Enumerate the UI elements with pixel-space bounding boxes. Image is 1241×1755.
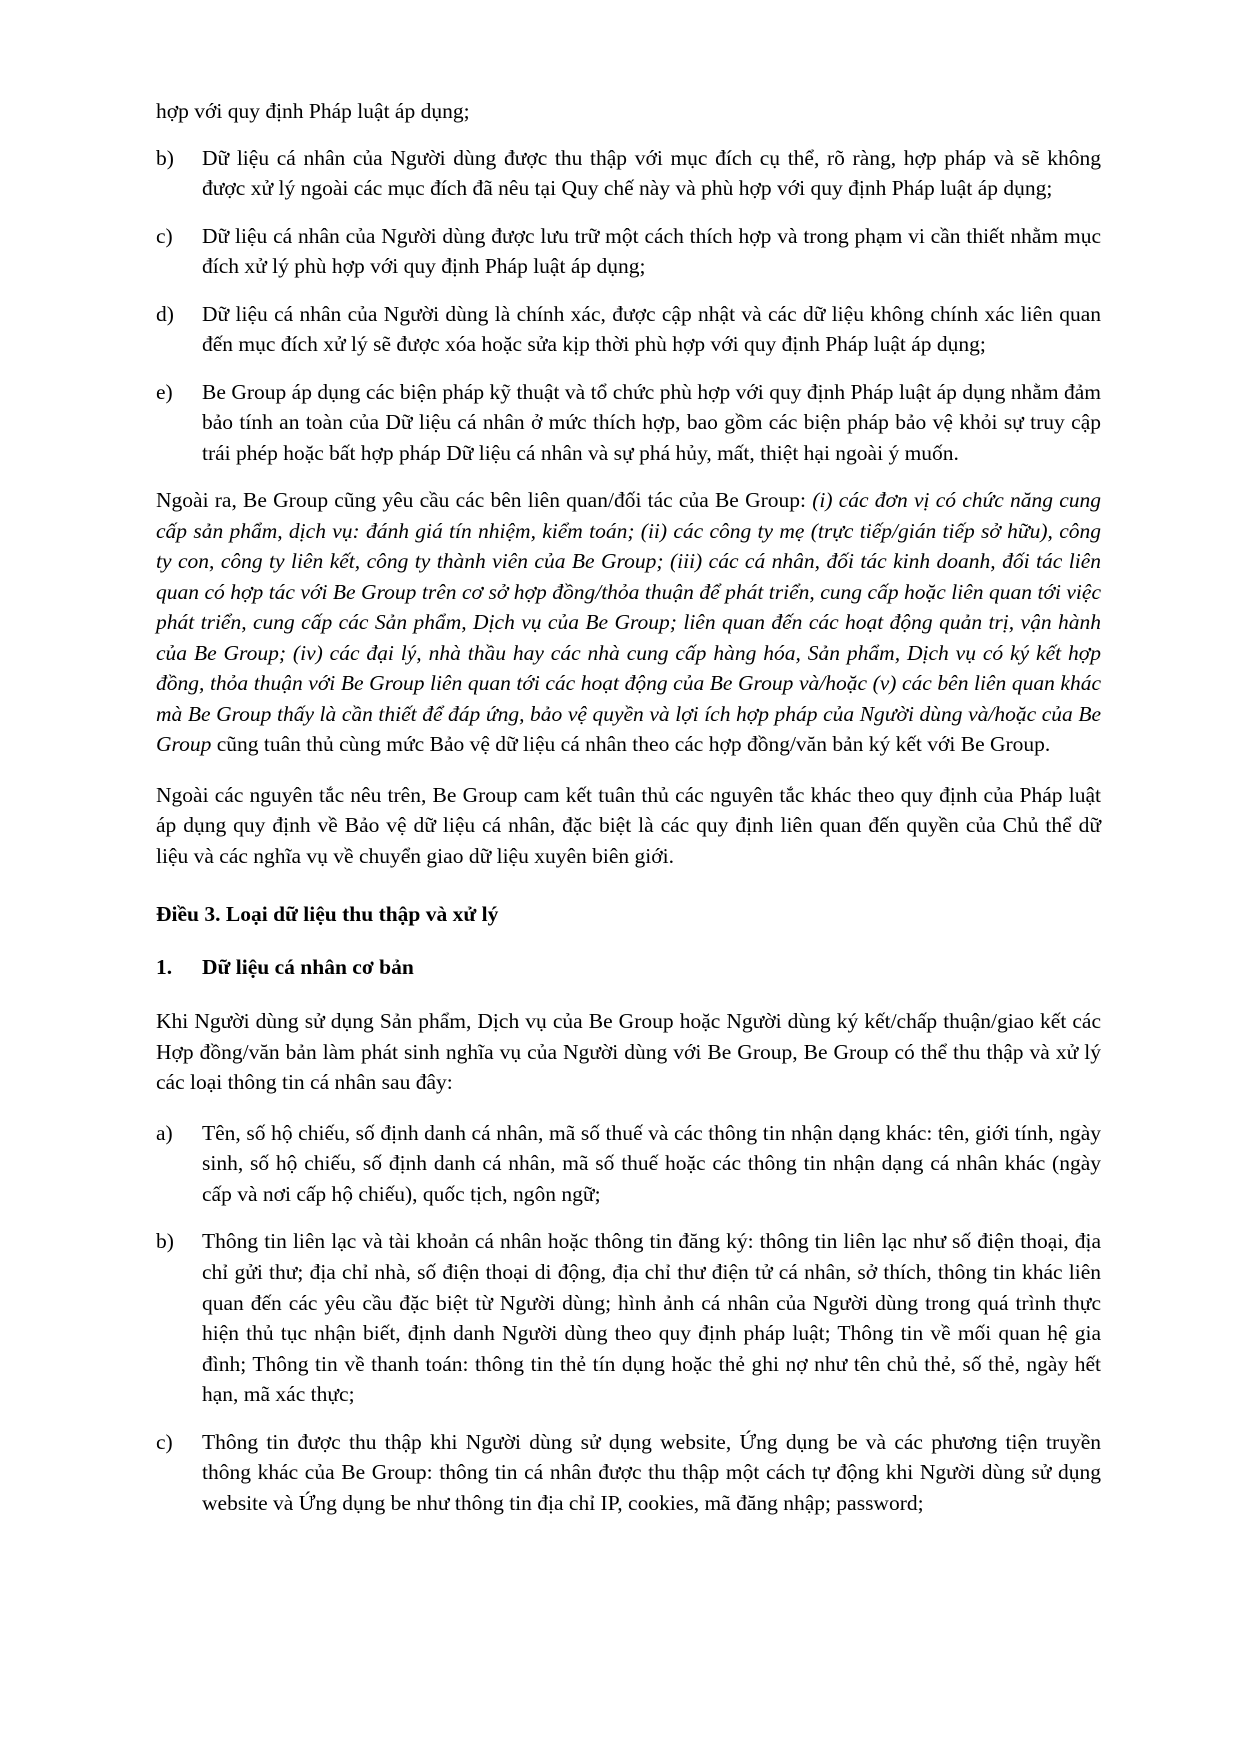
list-text: Dữ liệu cá nhân của Người dùng là chính xác, được cập nhật và các dữ liệu không chính xác liên quan đến mục đích xử lý sẽ được xóa hoặc sửa kịp thời phù hợp với quy định Pháp luật áp dụng; [202, 301, 1101, 357]
paragraph-partners [140, 485, 1101, 760]
partners-italic-text: (i) các đơn vị có chức năng cung cấp sản phẩm, dịch vụ: đánh giá tín nhiệm, kiểm toán; (ii) các công ty mẹ (trực tiếp/gián tiếp sở hữu), công ty con, công ty liên kết, công ty thành viên của Be Group; (iii) các cá nhân, đối tác kinh doanh, đối tác liên quan có hợp tác với Be Group trên cơ sở hợp đồng/thỏa thuận để phát triển, cung cấp hoặc liên quan tới việc phát triển, cung cấp các Sản phẩm, Dịch vụ của Be Group; liên quan đến các hoạt động quản trị, vận hành của Be Group; (iv) các đại lý, nhà thầu hay các nhà cung cấp hàng hóa, Sản phẩm, Dịch vụ có ký kết hợp đồng, thỏa thuận với Be Group liên quan tới các hoạt động của Be Group và/hoặc (v) các bên liên quan khác mà Be Group thấy là cần thiết để đáp ứng, bảo vệ quyền và lợi ích hợp pháp của Người dùng và/hoặc của Be Group [156, 488, 1101, 757]
list-item [140, 143, 1101, 204]
list-text: Thông tin được thu thập khi Người dùng sử dụng website, Ứng dụng be và các phương tiện truyền thông khác của Be Group: thông tin cá nhân được thu thập một cách tự động khi Người dùng sử dụng website và Ứng dụng be như thông tin địa chỉ IP, cookies, mã đăng nhập; password; [202, 1429, 1101, 1515]
subheading-text: Dữ liệu cá nhân cơ bản [202, 954, 414, 979]
list-item [140, 299, 1101, 360]
subheading-marker: 1. [156, 954, 173, 979]
list-item [140, 1427, 1101, 1519]
list-text: Be Group áp dụng các biện pháp kỹ thuật và tổ chức phù hợp với quy định Pháp luật áp dụng nhằm đảm bảo tính an toàn của Dữ liệu cá nhân ở mức thích hợp, bao gồm các biện pháp bảo vệ khỏi sự truy cập trái phép hoặc bất hợp pháp Dữ liệu cá nhân và sự phá hủy, mất, thiệt hại ngoài ý muốn. [202, 379, 1101, 465]
list-text: Dữ liệu cá nhân của Người dùng được thu thập với mục đích cụ thể, rõ ràng, hợp pháp và sẽ không được xử lý ngoài các mục đích đã nêu tại Quy chế này và phù hợp với quy định Pháp luật áp dụng; [202, 145, 1101, 201]
list-marker: c) [156, 1429, 173, 1454]
paragraph-other-principles: Ngoài các nguyên tắc nêu trên, Be Group cam kết tuân thủ các nguyên tắc khác theo quy định của Pháp luật áp dụng quy định về Bảo vệ dữ liệu cá nhân, đặc biệt là các quy định liên quan đến quyền của Chủ thể dữ liệu và các nghĩa vụ về chuyển giao dữ liệu xuyên biên giới. [156, 782, 1101, 868]
list-marker: e) [156, 379, 173, 404]
list-item [140, 1118, 1101, 1210]
list-marker: d) [156, 301, 174, 326]
list-item [140, 221, 1101, 282]
continuation-line: hợp với quy định Pháp luật áp dụng; [156, 99, 470, 123]
article-heading: Điều 3. Loại dữ liệu thu thập và xử lý [156, 902, 499, 927]
list-text: Tên, số hộ chiếu, số định danh cá nhân, mã số thuế và các thông tin nhận dạng khác: tên, giới tính, ngày sinh, số hộ chiếu, số định danh cá nhân, mã số thuế hoặc các thông tin nhận dạng cá nhân khác (ngày cấp và nơi cấp hộ chiếu), quốc tịch, ngôn ngữ; [202, 1120, 1101, 1206]
list-marker: b) [156, 1229, 174, 1254]
list-item [140, 1226, 1101, 1409]
list-marker: b) [156, 145, 174, 170]
partners-lead-text: Ngoài ra, Be Group cũng yêu cầu các bên liên quan/đối tác của Be Group: [156, 488, 813, 513]
list-text: Thông tin liên lạc và tài khoản cá nhân hoặc thông tin đăng ký: thông tin liên lạc như số điện thoại, địa chỉ gửi thư; địa chỉ nhà, số điện thoại di động, địa chỉ thư điện tử cá nhân, sở thích, thông tin khác liên quan đến các yêu cầu đặc biệt từ Người dùng; hình ảnh cá nhân của Người dùng trong quá trình thực hiện thủ tục nhận biết, định danh Người dùng theo quy định pháp luật; Thông tin về mối quan hệ gia đình; Thông tin về thanh toán: thông tin thẻ tín dụng hoặc thẻ ghi nợ như tên chủ thẻ, số thẻ, ngày hết hạn, mã xác thực; [202, 1229, 1101, 1407]
list-text: Dữ liệu cá nhân của Người dùng được lưu trữ một cách thích hợp và trong phạm vi cần thiết nhằm mục đích xử lý phù hợp với quy định Pháp luật áp dụng; [202, 223, 1101, 279]
list-marker: a) [156, 1120, 173, 1145]
paragraph-collect-intro: Khi Người dùng sử dụng Sản phẩm, Dịch vụ của Be Group hoặc Người dùng ký kết/chấp thuận/giao kết các Hợp đồng/văn bản làm phát sinh nghĩa vụ của Người dùng với Be Group, Be Group có thể thu thập và xử lý các loại thông tin cá nhân sau đây: [156, 1009, 1101, 1095]
subheading [140, 952, 1101, 983]
list-marker: c) [156, 223, 173, 248]
list-item [140, 377, 1101, 469]
partners-tail-text: cũng tuân thủ cùng mức Bảo vệ dữ liệu cá nhân theo các hợp đồng/văn bản ký kết với Be Group. [216, 732, 1051, 757]
